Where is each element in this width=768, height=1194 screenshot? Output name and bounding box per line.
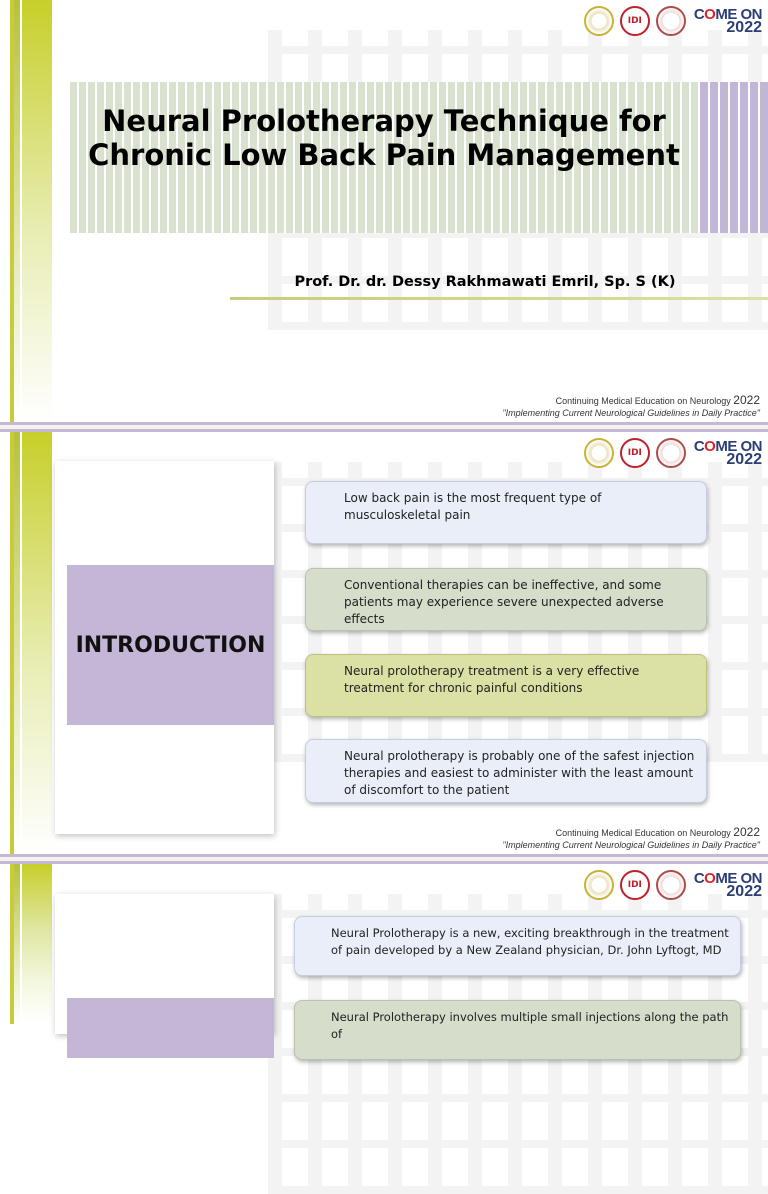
- slide-footer: [502, 826, 760, 851]
- idi-logo-icon: IDI: [620, 438, 650, 468]
- point-box: Neural Prolotherapy involves multiple small injections along the path of: [294, 1000, 741, 1060]
- footer-tagline: "Implementing Current Neurological Guidelines in Daily Practice": [502, 840, 760, 850]
- idi-logo-icon: IDI: [620, 6, 650, 36]
- author-name: Prof. Dr. dr. Dessy Rakhmawati Emril, Sp. S (K): [294, 274, 676, 290]
- point-box: Low back pain is the most frequent type of musculoskeletal pain: [305, 481, 707, 544]
- left-accent-bar: [22, 432, 52, 854]
- slide-divider: [0, 854, 768, 864]
- footer-year: 2022: [733, 393, 760, 407]
- left-accent-bar: [14, 0, 20, 422]
- university-seal-icon: [584, 6, 614, 36]
- come-on-2022-logo: COME ON 2022: [693, 437, 762, 468]
- footer-year: 2022: [733, 825, 760, 839]
- idi-logo-icon: IDI: [620, 870, 650, 900]
- author-underline: [230, 297, 768, 300]
- slide-neural-prolotherapy: [0, 864, 768, 1041]
- section-heading: [67, 998, 274, 1058]
- point-box: Neural prolotherapy is probably one of the safest injection therapies and easiest to administer with the least amount of discomfort to the patient: [305, 739, 707, 803]
- left-accent-bar: [14, 432, 20, 854]
- association-seal-icon: [656, 6, 686, 36]
- university-seal-icon: [584, 870, 614, 900]
- point-box: Neural Prolotherapy is a new, exciting breakthrough in the treatment of pain developed by a New Zealand physician, Dr. John Lyftogt, MD: [294, 916, 741, 976]
- left-accent-bar: [14, 864, 20, 1024]
- association-seal-icon: [656, 870, 686, 900]
- come-on-2022-logo: COME ON 2022: [693, 869, 762, 900]
- slide-divider: [0, 422, 768, 432]
- slide-title: [0, 0, 768, 422]
- footer-event-name: Continuing Medical Education on Neurology: [555, 396, 731, 406]
- point-box: Neural prolotherapy treatment is a very effective treatment for chronic painful conditions: [305, 654, 707, 717]
- section-heading: INTRODUCTION: [67, 565, 274, 725]
- left-accent-bar: [22, 0, 52, 422]
- university-seal-icon: [584, 438, 614, 468]
- slide-footer: [502, 394, 760, 419]
- header-logos: [584, 436, 762, 470]
- come-on-2022-logo: COME ON 2022: [693, 5, 762, 36]
- footer-tagline: "Implementing Current Neurological Guidelines in Daily Practice": [502, 408, 760, 418]
- section-panel: [55, 894, 274, 1034]
- header-logos: [584, 868, 762, 902]
- slide-title-text: Neural Prolotherapy Technique for Chronic Low Back Pain Management: [88, 104, 680, 172]
- header-logos: [584, 4, 762, 38]
- title-band-accent: [700, 82, 768, 233]
- slide-introduction: [0, 432, 768, 854]
- point-box: Conventional therapies can be ineffective, and some patients may experience severe unexpected adverse effects: [305, 568, 707, 631]
- section-panel: [55, 461, 274, 834]
- footer-event-name: Continuing Medical Education on Neurology: [555, 828, 731, 838]
- association-seal-icon: [656, 438, 686, 468]
- left-accent-bar: [22, 864, 52, 1024]
